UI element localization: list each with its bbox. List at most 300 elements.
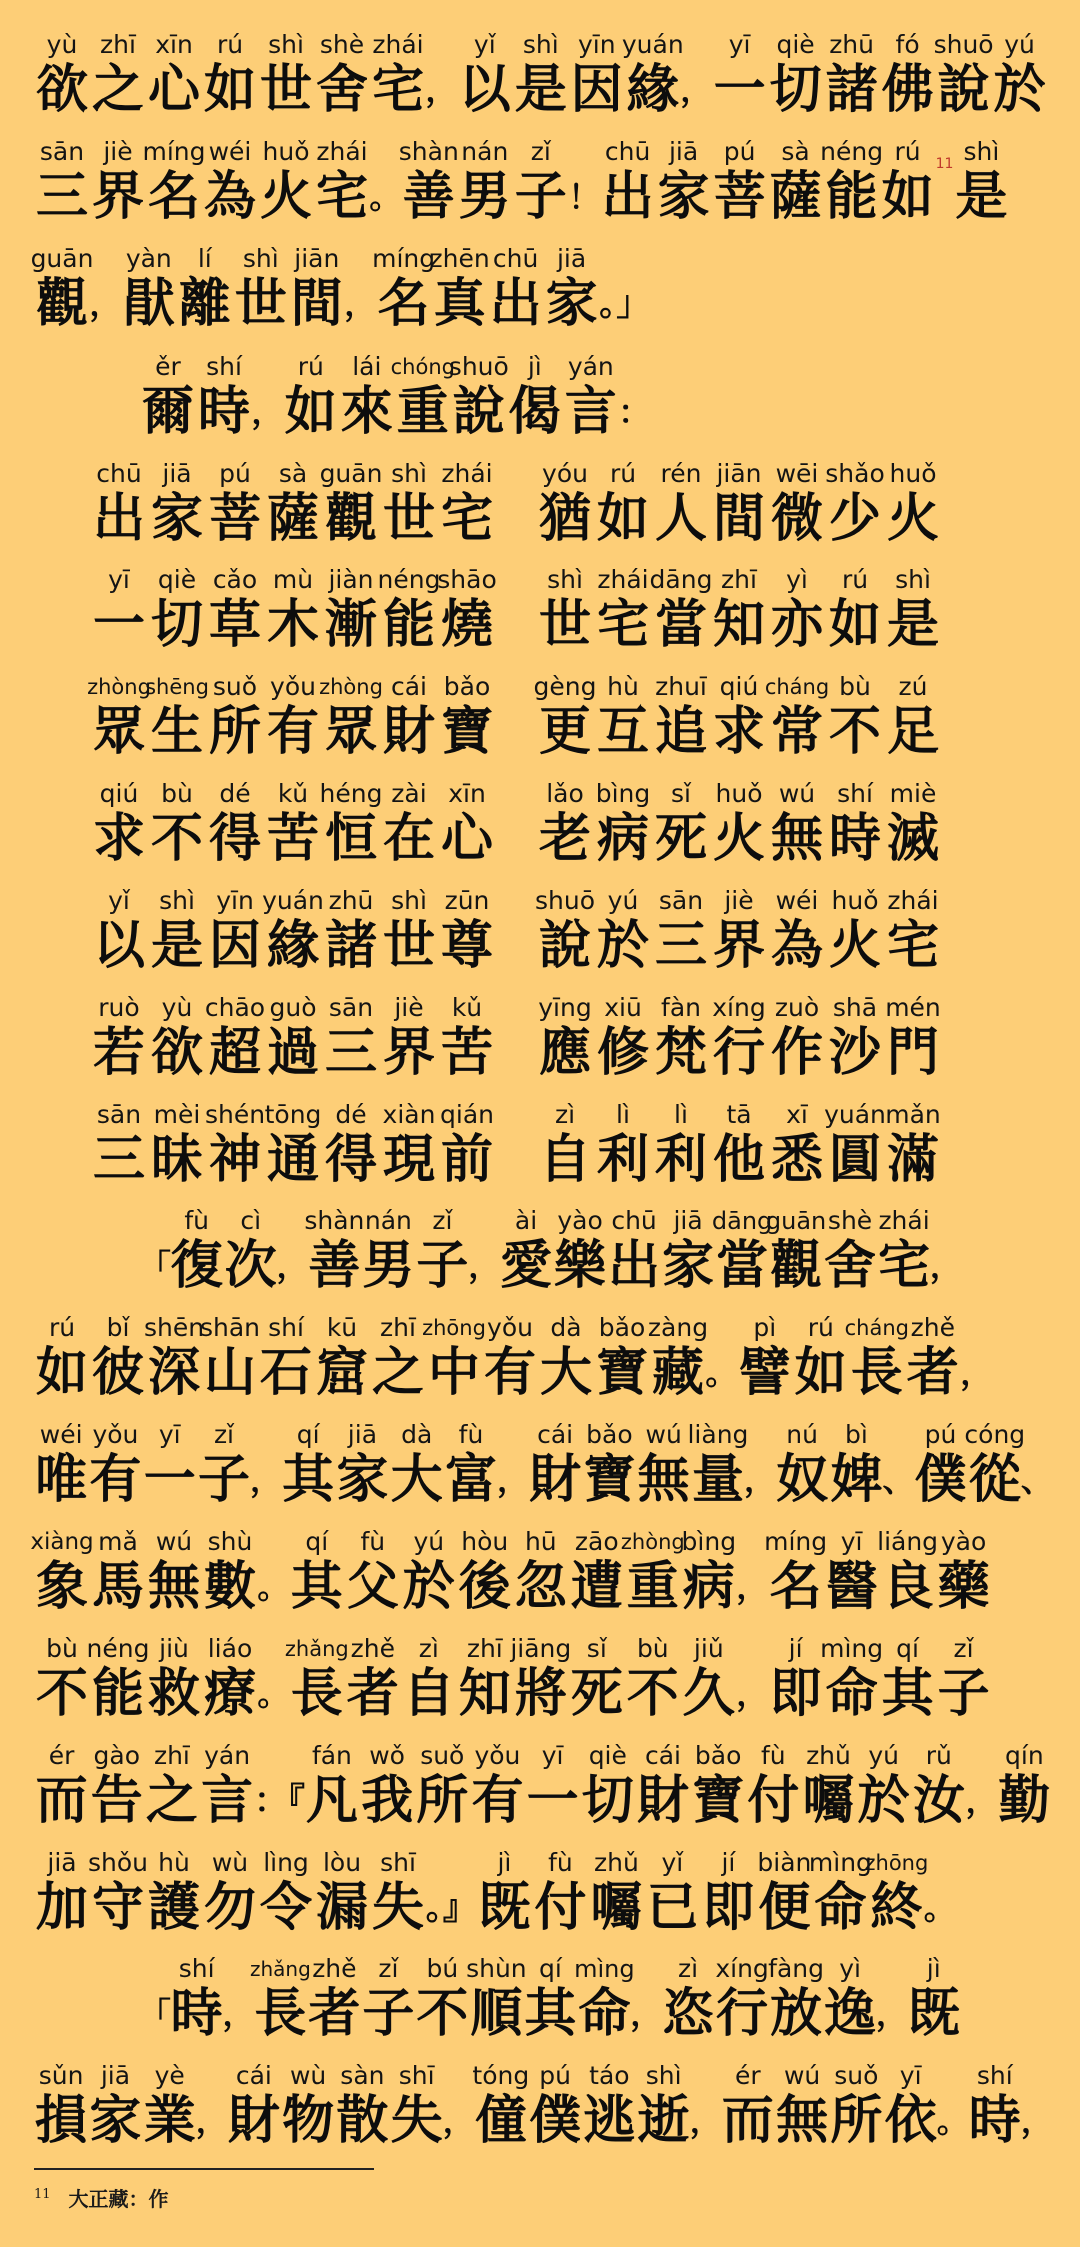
pinyin: zhī (380, 1313, 416, 1342)
pinyin: cái (235, 2061, 272, 2090)
hanzi: 其 (524, 1984, 577, 2044)
pinyin: qí (896, 1634, 919, 1663)
pinyin: zhǔ (806, 1741, 851, 1770)
char-with-pinyin (768, 459, 826, 549)
char-with-pinyin (448, 352, 509, 442)
hanzi: 門 (886, 1023, 939, 1083)
hanzi: 名 (769, 1557, 822, 1617)
hanzi: 救 (147, 1664, 200, 1724)
char-with-pinyin (563, 352, 619, 442)
hanzi: 時 (968, 2091, 1021, 2151)
punctuation (278, 1206, 308, 1296)
pinyin: zú (898, 672, 928, 701)
pinyin: miè (889, 779, 937, 808)
hanzi: 家 (657, 167, 710, 227)
char-with-pinyin (377, 565, 441, 655)
hanzi: 知 (458, 1664, 511, 1724)
char-with-pinyin (656, 137, 712, 227)
char-with-pinyin (197, 1420, 251, 1510)
pinyin: jiàn (328, 565, 374, 594)
hanzi: 一 (526, 1771, 579, 1831)
char-with-pinyin (864, 1848, 929, 1938)
hanzi: 欲 (35, 60, 88, 120)
char-with-pinyin (143, 1313, 205, 1403)
pinyin: zàng (647, 1313, 709, 1342)
hanzi: 世 (538, 595, 591, 655)
pinyin: yóu (542, 459, 588, 488)
char-with-pinyin (482, 1313, 538, 1403)
pinyin: huǒ (715, 779, 763, 808)
char-with-pinyin (319, 779, 383, 869)
hanzi: 療 (203, 1664, 256, 1724)
pinyin: hù (607, 672, 639, 701)
char-with-pinyin (196, 352, 252, 442)
hanzi: 業 (143, 2091, 196, 2151)
pinyin: zhòng (319, 675, 383, 699)
pinyin: bú (426, 1954, 459, 1983)
hanzi: 子 (362, 1984, 415, 2044)
char-with-pinyin (202, 137, 258, 227)
pinyin: shùn (466, 1954, 527, 1983)
hanzi: 守 (91, 1878, 144, 1938)
pinyin: yǐ (108, 886, 130, 915)
punctuation (938, 2061, 968, 2151)
pinyin: zhě (350, 1634, 395, 1663)
pinyin: fàn (661, 993, 701, 1022)
hanzi: ！ (568, 178, 601, 216)
hanzi: 失 (390, 2091, 443, 2151)
char-with-pinyin (911, 1741, 966, 1831)
pinyin: yī (108, 565, 130, 594)
char-with-pinyin (712, 137, 768, 227)
char-with-pinyin (588, 1848, 644, 1938)
pinyin: sān (39, 137, 85, 166)
hanzi: 子 (514, 167, 567, 227)
pinyin: yú (607, 886, 639, 915)
char-with-pinyin (345, 1634, 401, 1724)
hanzi: 告 (90, 1771, 143, 1831)
hanzi: 當 (716, 1236, 769, 1296)
char-with-pinyin (224, 1206, 278, 1296)
text-line (90, 779, 1080, 869)
text-line (34, 1420, 1080, 1510)
hanzi: ， (875, 1995, 908, 2033)
pinyin: bǎo (694, 1741, 742, 1770)
pinyin: pú (219, 459, 251, 488)
char-with-pinyin (30, 1527, 94, 1617)
hanzi: 神 (208, 1130, 261, 1190)
hanzi: 若 (92, 1023, 145, 1083)
hanzi: 家 (89, 2091, 142, 2151)
hanzi: 得 (208, 809, 261, 869)
hanzi: 逸 (824, 1984, 877, 2044)
char-with-pinyin (88, 2061, 142, 2151)
pinyin: zhōng (864, 1851, 929, 1875)
pinyin: ér (48, 1741, 75, 1770)
char-with-pinyin (314, 1313, 370, 1403)
char-with-pinyin (637, 2061, 691, 2151)
char-with-pinyin (170, 1954, 224, 2044)
char-with-pinyin (206, 459, 264, 549)
hanzi: ， (344, 285, 377, 323)
hanzi: 死 (654, 809, 707, 869)
char-with-pinyin (997, 1741, 1052, 1831)
char-with-pinyin (953, 137, 1009, 227)
hanzi: 長 (290, 1664, 343, 1724)
pinyin: jí (721, 1848, 736, 1877)
char-with-pinyin (823, 1954, 877, 2044)
pinyin: táo (589, 2061, 630, 2090)
hanzi: 世 (234, 274, 287, 334)
hanzi: 無 (147, 1557, 200, 1617)
pinyin: tā (726, 1100, 752, 1129)
char-with-pinyin (594, 779, 652, 869)
char-with-pinyin (372, 244, 436, 334)
hanzi: 令 (259, 1878, 312, 1938)
pinyin: cóng (964, 1420, 1026, 1449)
pinyin: wù (289, 2061, 327, 2090)
char-with-pinyin (768, 30, 824, 120)
pinyin: wéi (39, 1420, 83, 1449)
pinyin: sǔn (38, 2061, 84, 2090)
char-with-pinyin (34, 30, 90, 120)
hanzi: 切 (769, 60, 822, 120)
pinyin: shān (199, 1313, 261, 1342)
hanzi: 量 (691, 1450, 744, 1510)
char-with-pinyin (177, 244, 233, 334)
hanzi: ， (744, 1461, 777, 1499)
char-with-pinyin (536, 459, 594, 549)
pinyin: yī (541, 1741, 564, 1770)
char-with-pinyin (34, 137, 90, 227)
hanzi: ， (222, 1995, 255, 2033)
char-with-pinyin (206, 779, 264, 869)
hanzi: 以 (92, 916, 145, 976)
hanzi: ， (497, 1461, 530, 1499)
pinyin: dé (219, 779, 251, 808)
char-with-pinyin (594, 459, 652, 549)
hanzi: 窟 (315, 1343, 368, 1403)
pinyin: wú (155, 1527, 193, 1556)
char-with-pinyin (992, 30, 1048, 120)
hanzi: 宅 (315, 167, 368, 227)
char-with-pinyin (202, 1848, 258, 1938)
hanzi: 從 (968, 1450, 1021, 1510)
pinyin: cái (390, 672, 427, 701)
hanzi: 重 (396, 382, 449, 442)
pinyin: shì (522, 30, 559, 59)
hanzi: 者 (906, 1343, 959, 1403)
char-with-pinyin (360, 1741, 415, 1831)
hanzi: 之 (145, 1771, 198, 1831)
char-with-pinyin (438, 993, 496, 1083)
pinyin: shì (645, 2061, 682, 2090)
char-with-pinyin (335, 2061, 389, 2151)
text-line (30, 244, 1080, 334)
pinyin: nú (786, 1420, 818, 1449)
pinyin: zǐ (432, 1206, 453, 1235)
pinyin: chū (492, 244, 539, 273)
hanzi: 忽 (514, 1557, 567, 1617)
char-with-pinyin (90, 886, 148, 976)
pinyin: kǔ (277, 779, 309, 808)
pinyin: shī (380, 1848, 416, 1877)
char-with-pinyin (528, 1420, 582, 1510)
pinyin: shì (963, 137, 1000, 166)
pinyin: dāng (711, 1207, 773, 1235)
pinyin: pú (539, 2061, 571, 2090)
pinyin: zhě (312, 1954, 357, 1983)
pinyin: bǎo (443, 672, 491, 701)
char-with-pinyin (283, 352, 339, 442)
hanzi: ， (689, 2102, 722, 2140)
pinyin: yǒu (474, 1741, 521, 1770)
pinyin: jiā (47, 1848, 77, 1877)
hanzi: 作 (770, 1023, 823, 1083)
hanzi: 放 (770, 1984, 823, 2044)
hanzi: 言 (201, 1771, 254, 1831)
footnote (34, 2183, 169, 2212)
hanzi: 求 (92, 809, 145, 869)
char-with-pinyin (715, 1954, 769, 2044)
pinyin: yào (557, 1206, 603, 1235)
char-with-pinyin (691, 1741, 746, 1831)
pinyin: qiè (588, 1741, 627, 1770)
hanzi: ， (960, 1354, 993, 1392)
char-with-pinyin (90, 1100, 148, 1190)
hanzi: 舍 (315, 60, 368, 120)
hanzi: ， (442, 2102, 475, 2140)
pinyin: mǎn (885, 1100, 941, 1129)
pinyin: míng (372, 244, 436, 273)
pinyin: yǒu (487, 1313, 533, 1342)
text-line (34, 1313, 1080, 1403)
char-with-pinyin (206, 886, 264, 976)
pinyin: yì (839, 1954, 861, 1983)
hanzi: 切 (150, 595, 203, 655)
char-with-pinyin (768, 565, 826, 655)
pinyin: shǎo (825, 459, 885, 488)
punctuation (931, 1206, 961, 1296)
text-line (34, 1848, 1080, 1938)
hanzi: 火 (828, 916, 881, 976)
hanzi: 能 (91, 1664, 144, 1724)
pinyin: bìng (595, 779, 651, 808)
char-with-pinyin (474, 2061, 528, 2151)
hanzi: 猶 (538, 489, 591, 549)
hanzi: 一 (143, 1450, 196, 1510)
pinyin: gèng (533, 672, 597, 701)
pinyin: liáng (877, 1527, 939, 1556)
char-with-pinyin (652, 1100, 710, 1190)
hanzi: 世 (382, 489, 435, 549)
hanzi: 追 (654, 702, 707, 762)
char-with-pinyin (594, 1313, 650, 1403)
text-line (140, 1206, 1080, 1296)
pinyin: ài (514, 1206, 538, 1235)
char-with-pinyin (145, 672, 209, 762)
hanzi: 數 (203, 1557, 256, 1617)
char-with-pinyin (594, 886, 652, 976)
hanzi: 利 (596, 1130, 649, 1190)
hanzi: 寶 (440, 702, 493, 762)
hanzi: 者 (308, 1984, 361, 2044)
hanzi: 既 (478, 1878, 531, 1938)
pinyin: nán (364, 1206, 412, 1235)
hanzi: 囑 (802, 1771, 855, 1831)
pinyin: qiè (776, 30, 815, 59)
char-with-pinyin (582, 1420, 636, 1510)
char-with-pinyin (457, 1527, 513, 1617)
pinyin: wéi (208, 137, 252, 166)
hanzi: 家 (336, 1450, 389, 1510)
hanzi: 出 (601, 167, 654, 227)
hanzi: 。 (705, 1354, 738, 1392)
pinyin: yù (161, 993, 193, 1022)
footnote-reference[interactable]: 11 (935, 156, 954, 172)
pinyin: yán (204, 1741, 251, 1770)
hanzi: 宅 (440, 489, 493, 549)
hanzi: ， (468, 1247, 501, 1285)
hanzi: 自 (538, 1130, 591, 1190)
hanzi: 逝 (637, 2091, 690, 2151)
hanzi: 超 (208, 1023, 261, 1083)
char-with-pinyin (304, 1741, 359, 1831)
pinyin: lì (674, 1100, 688, 1129)
char-with-pinyin (90, 459, 148, 549)
hanzi: 宅 (596, 595, 649, 655)
pinyin: bù (839, 672, 871, 701)
hanzi: 界 (91, 167, 144, 227)
hanzi: 子 (937, 1664, 990, 1724)
char-with-pinyin (258, 1313, 314, 1403)
char-with-pinyin (687, 1420, 749, 1510)
pinyin: cái (644, 1741, 681, 1770)
char-with-pinyin (826, 886, 884, 976)
pinyin: zhēn (429, 244, 490, 273)
hanzi: 恣 (662, 1984, 715, 2044)
char-with-pinyin (877, 1206, 931, 1296)
char-with-pinyin (826, 565, 884, 655)
char-with-pinyin (438, 886, 496, 976)
pinyin: cháng (844, 1316, 909, 1340)
pinyin: hòu (461, 1527, 509, 1556)
hanzi: 薩 (769, 167, 822, 227)
hanzi: 為 (203, 167, 256, 227)
hanzi: 護 (147, 1878, 200, 1938)
hanzi: 說 (452, 382, 505, 442)
char-with-pinyin (710, 459, 768, 549)
punctuation (924, 1848, 955, 1938)
char-with-pinyin (438, 459, 496, 549)
hanzi: 三 (35, 167, 88, 227)
pinyin: zì (554, 1100, 576, 1129)
text-line (87, 672, 1080, 762)
char-with-pinyin (264, 886, 322, 976)
hanzi: 能 (382, 595, 435, 655)
hanzi: 欲 (150, 1023, 203, 1083)
pinyin: rǔ (925, 1741, 952, 1770)
hanzi: 苦 (266, 809, 319, 869)
pinyin: shì (159, 886, 195, 915)
char-with-pinyin (264, 565, 322, 655)
hanzi: 奴 (776, 1450, 829, 1510)
punctuation (251, 1420, 281, 1510)
hanzi: 遭 (570, 1557, 623, 1617)
pinyin: yǐ (661, 1848, 684, 1877)
punctuation (966, 1741, 996, 1831)
char-with-pinyin (768, 886, 826, 976)
hanzi: 宅 (886, 916, 939, 976)
hanzi: 有 (266, 702, 319, 762)
hanzi: 寶 (692, 1771, 745, 1831)
pinyin: shì (391, 459, 427, 488)
char-with-pinyin (289, 244, 345, 334)
char-with-pinyin (884, 779, 942, 869)
char-with-pinyin (89, 1741, 144, 1831)
hanzi: 一 (713, 60, 766, 120)
hanzi: 象 (35, 1557, 88, 1617)
footnote-number: 11 (34, 2187, 51, 2202)
hanzi: 唯 (35, 1450, 88, 1510)
hanzi: 菩 (713, 167, 766, 227)
text-line (90, 993, 1080, 1083)
hanzi: 如 (828, 595, 881, 655)
hanzi: 婢 (830, 1450, 883, 1510)
char-with-pinyin (808, 1848, 872, 1938)
hanzi: 菩 (208, 489, 261, 549)
pinyin: zhòng (87, 675, 151, 699)
char-with-pinyin (281, 1420, 335, 1510)
pinyin: mén (885, 993, 941, 1022)
char-with-pinyin (880, 137, 936, 227)
char-with-pinyin (710, 886, 768, 976)
char-with-pinyin (574, 1954, 635, 2044)
char-with-pinyin (264, 779, 322, 869)
pinyin: cǎo (212, 565, 258, 594)
pinyin: zhǔ (593, 1848, 639, 1877)
hanzi: 譬 (738, 1343, 791, 1403)
hanzi: 觀 (35, 274, 88, 334)
pinyin: míng (764, 1527, 828, 1556)
punctuation (469, 1206, 499, 1296)
punctuation (140, 1954, 170, 2044)
char-with-pinyin (711, 1206, 773, 1296)
pinyin: yǒu (270, 672, 316, 701)
pinyin: zhòng (620, 1530, 685, 1554)
pinyin: huǒ (831, 886, 879, 915)
hanzi: 如 (881, 167, 934, 227)
char-with-pinyin (233, 244, 289, 334)
char-with-pinyin (88, 1848, 149, 1938)
pinyin: xiàn (382, 1100, 436, 1129)
hanzi: 富 (444, 1450, 497, 1510)
pinyin: fù (548, 1848, 573, 1877)
hanzi: 緣 (266, 916, 319, 976)
pinyin: qín (1005, 1741, 1044, 1770)
pinyin: jiān (294, 244, 340, 273)
punctuation (619, 352, 650, 442)
pinyin: zhū (328, 886, 374, 915)
hanzi: 火 (712, 809, 765, 869)
char-with-pinyin (146, 1527, 202, 1617)
char-with-pinyin (148, 886, 206, 976)
pinyin: jiā (100, 2061, 131, 2090)
char-with-pinyin (523, 1954, 577, 2044)
char-with-pinyin (594, 565, 652, 655)
char-with-pinyin (652, 459, 710, 549)
hanzi: 家 (150, 489, 203, 549)
